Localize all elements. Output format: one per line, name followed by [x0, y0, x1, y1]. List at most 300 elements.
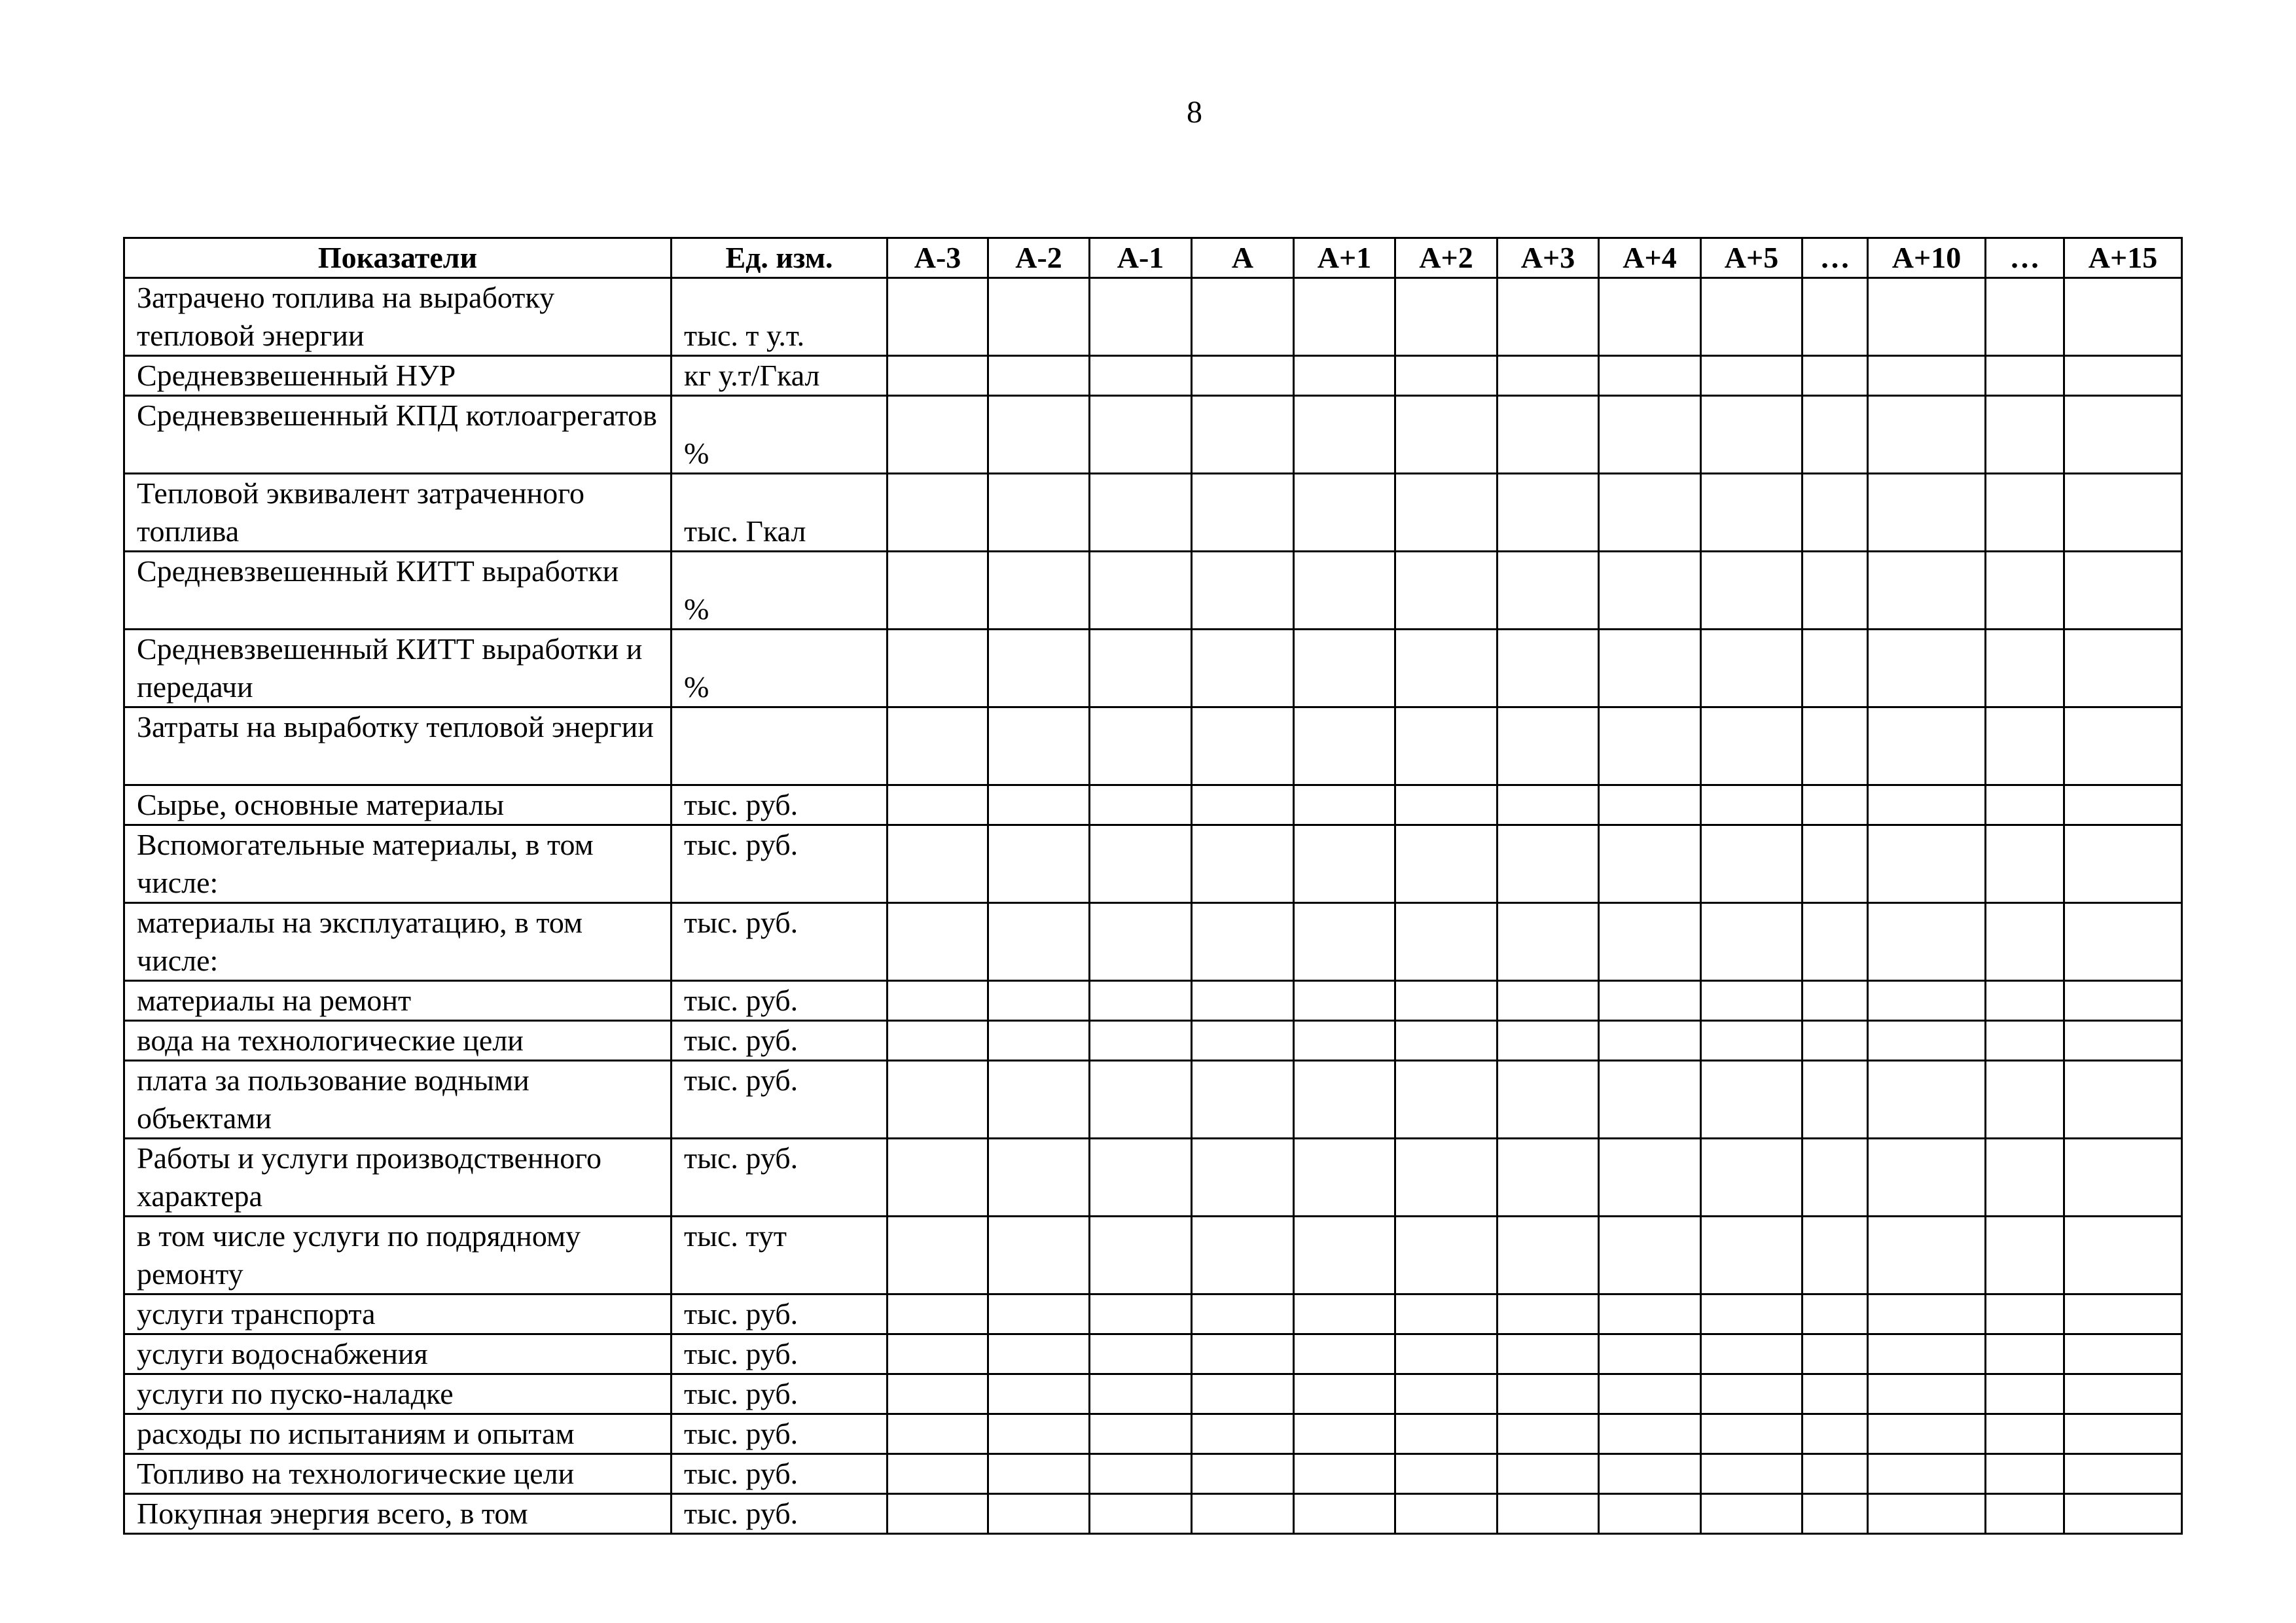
value-cell — [2064, 1334, 2182, 1374]
value-cell — [1599, 1061, 1701, 1139]
value-cell — [1599, 1139, 1701, 1217]
value-cell — [2064, 1294, 2182, 1334]
value-cell — [1599, 785, 1701, 825]
value-cell — [1090, 1217, 1192, 1294]
value-cell — [1868, 785, 1986, 825]
value-cell — [1498, 707, 1599, 785]
value-cell — [1395, 474, 1498, 552]
value-cell — [1599, 1021, 1701, 1061]
value-cell — [1599, 1414, 1701, 1454]
value-cell — [1701, 552, 1803, 630]
value-cell — [1090, 356, 1192, 396]
value-cell — [1868, 630, 1986, 707]
value-cell — [1599, 1334, 1701, 1374]
value-cell — [1599, 630, 1701, 707]
indicator-name: Средневзвешенный КИТТ выработки и передачи — [124, 630, 672, 707]
value-cell — [1986, 356, 2064, 396]
value-cell — [888, 1414, 988, 1454]
value-cell — [1498, 1334, 1599, 1374]
value-cell — [1294, 356, 1395, 396]
value-cell — [1498, 1061, 1599, 1139]
value-cell — [1701, 785, 1803, 825]
table-row — [124, 1217, 2182, 1294]
indicator-name: Топливо на технологические цели — [124, 1454, 672, 1494]
column-header: А+2 — [1395, 238, 1498, 278]
value-cell — [1294, 1334, 1395, 1374]
value-cell — [1192, 630, 1294, 707]
value-cell — [1294, 903, 1395, 981]
indicator-unit: кг у.т/Гкал — [672, 356, 888, 396]
indicator-name: Затраты на выработку тепловой энергии — [124, 707, 672, 785]
value-cell — [2064, 707, 2182, 785]
value-cell — [1986, 1061, 2064, 1139]
value-cell — [1395, 1454, 1498, 1494]
indicator-name: Средневзвешенный НУР — [124, 356, 672, 396]
value-cell — [2064, 1061, 2182, 1139]
value-cell — [1803, 981, 1868, 1021]
value-cell — [1090, 981, 1192, 1021]
value-cell — [988, 1061, 1090, 1139]
value-cell — [988, 396, 1090, 474]
value-cell — [1090, 1414, 1192, 1454]
value-cell — [1701, 1061, 1803, 1139]
value-cell — [888, 630, 988, 707]
indicator-name: услуги транспорта — [124, 1294, 672, 1334]
value-cell — [2064, 1374, 2182, 1414]
indicator-name: Средневзвешенный КИТТ выработки — [124, 552, 672, 630]
value-cell — [988, 1217, 1090, 1294]
value-cell — [888, 356, 988, 396]
value-cell — [1986, 981, 2064, 1021]
value-cell — [1701, 707, 1803, 785]
value-cell — [1986, 1294, 2064, 1334]
value-cell — [2064, 981, 2182, 1021]
value-cell — [1498, 278, 1599, 356]
value-cell — [1498, 1374, 1599, 1414]
value-cell — [1986, 1217, 2064, 1294]
value-cell — [1868, 1061, 1986, 1139]
value-cell — [1803, 903, 1868, 981]
page-number: 8 — [1187, 95, 1202, 130]
value-cell — [1090, 278, 1192, 356]
value-cell — [988, 356, 1090, 396]
value-cell — [1803, 707, 1868, 785]
column-header: Ед. изм. — [672, 238, 888, 278]
indicator-name: в том числе услуги по подрядному ремонту — [124, 1217, 672, 1294]
value-cell — [888, 1061, 988, 1139]
value-cell — [1498, 1217, 1599, 1294]
value-cell — [1868, 1454, 1986, 1494]
table-row — [124, 707, 2182, 785]
value-cell — [1803, 825, 1868, 903]
value-cell — [1986, 396, 2064, 474]
value-cell — [1192, 785, 1294, 825]
value-cell — [2064, 396, 2182, 474]
value-cell — [1192, 1374, 1294, 1414]
table-row — [124, 903, 2182, 981]
value-cell — [1090, 1454, 1192, 1494]
value-cell — [1498, 785, 1599, 825]
value-cell — [888, 981, 988, 1021]
value-cell — [1701, 825, 1803, 903]
value-cell — [2064, 356, 2182, 396]
value-cell — [988, 981, 1090, 1021]
indicator-unit: тыс. т у.т. — [672, 278, 888, 356]
value-cell — [1701, 396, 1803, 474]
value-cell — [1090, 1494, 1192, 1534]
value-cell — [1090, 1374, 1192, 1414]
value-cell — [888, 1294, 988, 1334]
value-cell — [1986, 707, 2064, 785]
value-cell — [1192, 1139, 1294, 1217]
value-cell — [1701, 1374, 1803, 1414]
value-cell — [1599, 396, 1701, 474]
value-cell — [1803, 356, 1868, 396]
table-row — [124, 630, 2182, 707]
column-header: А+5 — [1701, 238, 1803, 278]
value-cell — [888, 278, 988, 356]
value-cell — [988, 1294, 1090, 1334]
value-cell — [2064, 1454, 2182, 1494]
value-cell — [1090, 825, 1192, 903]
value-cell — [1701, 1494, 1803, 1534]
value-cell — [988, 1414, 1090, 1454]
indicator-name: Покупная энергия всего, в том — [124, 1494, 672, 1534]
value-cell — [1498, 825, 1599, 903]
column-header: А+15 — [2064, 238, 2182, 278]
value-cell — [1701, 1414, 1803, 1454]
value-cell — [888, 903, 988, 981]
value-cell — [1803, 1454, 1868, 1494]
column-header: А-2 — [988, 238, 1090, 278]
table-header-row — [124, 238, 2182, 278]
value-cell — [1599, 903, 1701, 981]
value-cell — [988, 785, 1090, 825]
value-cell — [888, 825, 988, 903]
value-cell — [888, 1494, 988, 1534]
column-header: А+10 — [1868, 238, 1986, 278]
indicator-unit: тыс. руб. — [672, 1294, 888, 1334]
value-cell — [1498, 630, 1599, 707]
column-header: А+3 — [1498, 238, 1599, 278]
table-row — [124, 981, 2182, 1021]
value-cell — [2064, 1217, 2182, 1294]
value-cell — [2064, 278, 2182, 356]
value-cell — [1868, 1217, 1986, 1294]
value-cell — [1498, 1021, 1599, 1061]
value-cell — [1868, 356, 1986, 396]
value-cell — [1294, 1294, 1395, 1334]
value-cell — [1599, 1374, 1701, 1414]
value-cell — [1395, 1374, 1498, 1414]
value-cell — [1803, 474, 1868, 552]
indicator-unit: тыс. Гкал — [672, 474, 888, 552]
value-cell — [1803, 1374, 1868, 1414]
value-cell — [1803, 630, 1868, 707]
table-row — [124, 785, 2182, 825]
value-cell — [1986, 552, 2064, 630]
value-cell — [1090, 474, 1192, 552]
value-cell — [1986, 278, 2064, 356]
table-row — [124, 1061, 2182, 1139]
value-cell — [1868, 1374, 1986, 1414]
value-cell — [1701, 981, 1803, 1021]
value-cell — [1868, 903, 1986, 981]
value-cell — [1868, 825, 1986, 903]
value-cell — [988, 474, 1090, 552]
value-cell — [1803, 552, 1868, 630]
value-cell — [1803, 1294, 1868, 1334]
table-row — [124, 1139, 2182, 1217]
value-cell — [1395, 1334, 1498, 1374]
value-cell — [1803, 1334, 1868, 1374]
value-cell — [1395, 1139, 1498, 1217]
indicator-name: Работы и услуги производственного характера — [124, 1139, 672, 1217]
indicator-unit: тыс. руб. — [672, 1061, 888, 1139]
indicator-unit: тыс. руб. — [672, 785, 888, 825]
value-cell — [1192, 903, 1294, 981]
column-header: … — [1803, 238, 1868, 278]
value-cell — [1192, 278, 1294, 356]
value-cell — [888, 1374, 988, 1414]
value-cell — [888, 1021, 988, 1061]
value-cell — [1294, 1061, 1395, 1139]
value-cell — [1803, 278, 1868, 356]
indicator-unit — [672, 707, 888, 785]
value-cell — [988, 1334, 1090, 1374]
value-cell — [1395, 1494, 1498, 1534]
value-cell — [1599, 981, 1701, 1021]
value-cell — [1192, 1414, 1294, 1454]
indicator-name: Вспомогательные материалы, в том числе: — [124, 825, 672, 903]
value-cell — [1701, 630, 1803, 707]
value-cell — [988, 1454, 1090, 1494]
value-cell — [1294, 1021, 1395, 1061]
indicator-name: вода на технологические цели — [124, 1021, 672, 1061]
value-cell — [1395, 356, 1498, 396]
value-cell — [1599, 1294, 1701, 1334]
value-cell — [1294, 1414, 1395, 1454]
value-cell — [1395, 1294, 1498, 1334]
value-cell — [2064, 903, 2182, 981]
value-cell — [1803, 1139, 1868, 1217]
table-row — [124, 278, 2182, 356]
value-cell — [1395, 903, 1498, 981]
value-cell — [888, 1139, 988, 1217]
value-cell — [1294, 396, 1395, 474]
value-cell — [1701, 903, 1803, 981]
value-cell — [988, 707, 1090, 785]
value-cell — [888, 1454, 988, 1494]
value-cell — [988, 1021, 1090, 1061]
value-cell — [988, 903, 1090, 981]
indicator-unit: % — [672, 552, 888, 630]
value-cell — [1294, 474, 1395, 552]
value-cell — [988, 552, 1090, 630]
value-cell — [1986, 1494, 2064, 1534]
value-cell — [1090, 707, 1192, 785]
value-cell — [1395, 396, 1498, 474]
table-row — [124, 1334, 2182, 1374]
value-cell — [1599, 356, 1701, 396]
value-cell — [888, 552, 988, 630]
value-cell — [1868, 1139, 1986, 1217]
value-cell — [1701, 474, 1803, 552]
indicator-name: материалы на ремонт — [124, 981, 672, 1021]
value-cell — [1803, 1414, 1868, 1454]
value-cell — [1395, 981, 1498, 1021]
value-cell — [1599, 1217, 1701, 1294]
value-cell — [1701, 1217, 1803, 1294]
value-cell — [1498, 552, 1599, 630]
value-cell — [1701, 1021, 1803, 1061]
value-cell — [1294, 1494, 1395, 1534]
value-cell — [1395, 552, 1498, 630]
value-cell — [1294, 1217, 1395, 1294]
value-cell — [888, 707, 988, 785]
value-cell — [1868, 981, 1986, 1021]
value-cell — [1090, 1021, 1192, 1061]
value-cell — [1986, 903, 2064, 981]
value-cell — [1986, 825, 2064, 903]
column-header: А+4 — [1599, 238, 1701, 278]
value-cell — [1294, 552, 1395, 630]
value-cell — [1294, 630, 1395, 707]
value-cell — [1294, 785, 1395, 825]
column-header: А+1 — [1294, 238, 1395, 278]
value-cell — [1868, 396, 1986, 474]
value-cell — [1090, 396, 1192, 474]
value-cell — [1395, 1217, 1498, 1294]
value-cell — [1192, 825, 1294, 903]
value-cell — [1986, 1139, 2064, 1217]
value-cell — [1294, 1139, 1395, 1217]
value-cell — [1599, 474, 1701, 552]
value-cell — [1701, 1334, 1803, 1374]
value-cell — [1395, 1021, 1498, 1061]
value-cell — [1986, 1454, 2064, 1494]
column-header: А-1 — [1090, 238, 1192, 278]
table-row — [124, 396, 2182, 474]
indicator-unit: тыс. руб. — [672, 1021, 888, 1061]
value-cell — [1192, 1294, 1294, 1334]
value-cell — [1192, 1334, 1294, 1374]
value-cell — [1701, 1139, 1803, 1217]
value-cell — [1599, 278, 1701, 356]
indicator-unit: % — [672, 630, 888, 707]
column-header: А — [1192, 238, 1294, 278]
value-cell — [1192, 1217, 1294, 1294]
value-cell — [1599, 1494, 1701, 1534]
value-cell — [1868, 1494, 1986, 1534]
column-header: … — [1986, 238, 2064, 278]
value-cell — [888, 1217, 988, 1294]
value-cell — [1868, 474, 1986, 552]
value-cell — [1192, 356, 1294, 396]
value-cell — [1395, 1414, 1498, 1454]
value-cell — [1294, 981, 1395, 1021]
indicator-unit: тыс. руб. — [672, 825, 888, 903]
value-cell — [2064, 1021, 2182, 1061]
table-row — [124, 356, 2182, 396]
value-cell — [1192, 474, 1294, 552]
value-cell — [1868, 707, 1986, 785]
value-cell — [988, 630, 1090, 707]
value-cell — [1803, 1494, 1868, 1534]
value-cell — [1498, 474, 1599, 552]
indicator-unit: тыс. руб. — [672, 1334, 888, 1374]
value-cell — [1090, 1139, 1192, 1217]
indicator-name: расходы по испытаниям и опытам — [124, 1414, 672, 1454]
indicators-table — [123, 237, 2183, 1535]
value-cell — [1498, 1414, 1599, 1454]
value-cell — [1701, 1294, 1803, 1334]
value-cell — [1192, 1021, 1294, 1061]
table-row — [124, 825, 2182, 903]
value-cell — [1986, 1414, 2064, 1454]
value-cell — [988, 1494, 1090, 1534]
value-cell — [2064, 785, 2182, 825]
value-cell — [1803, 1217, 1868, 1294]
indicator-name: услуги по пуско-наладке — [124, 1374, 672, 1414]
value-cell — [1395, 278, 1498, 356]
value-cell — [2064, 1494, 2182, 1534]
value-cell — [1701, 278, 1803, 356]
value-cell — [1395, 630, 1498, 707]
value-cell — [1803, 785, 1868, 825]
value-cell — [1701, 1454, 1803, 1494]
indicator-unit: тыс. руб. — [672, 1414, 888, 1454]
table-row — [124, 1294, 2182, 1334]
indicator-unit: тыс. руб. — [672, 981, 888, 1021]
table-row — [124, 474, 2182, 552]
value-cell — [1192, 1454, 1294, 1494]
value-cell — [1803, 1021, 1868, 1061]
value-cell — [1986, 1021, 2064, 1061]
indicator-unit: тыс. руб. — [672, 1494, 888, 1534]
value-cell — [1192, 707, 1294, 785]
table-row — [124, 1494, 2182, 1534]
value-cell — [1498, 903, 1599, 981]
value-cell — [1986, 785, 2064, 825]
value-cell — [1090, 1061, 1192, 1139]
value-cell — [988, 1374, 1090, 1414]
value-cell — [888, 396, 988, 474]
value-cell — [988, 1139, 1090, 1217]
indicator-unit: % — [672, 396, 888, 474]
value-cell — [1090, 785, 1192, 825]
value-cell — [1868, 552, 1986, 630]
table-row — [124, 552, 2182, 630]
value-cell — [1868, 1334, 1986, 1374]
value-cell — [1192, 1494, 1294, 1534]
value-cell — [1294, 825, 1395, 903]
value-cell — [1192, 396, 1294, 474]
value-cell — [988, 278, 1090, 356]
table-row — [124, 1414, 2182, 1454]
indicator-name: материалы на эксплуатацию, в том числе: — [124, 903, 672, 981]
indicator-unit: тыс. руб. — [672, 1374, 888, 1414]
value-cell — [1498, 1454, 1599, 1494]
indicator-unit: тыс. руб. — [672, 903, 888, 981]
value-cell — [1294, 278, 1395, 356]
value-cell — [1192, 981, 1294, 1021]
value-cell — [1868, 1021, 1986, 1061]
value-cell — [1599, 707, 1701, 785]
indicator-name: Затрачено топлива на выработку тепловой энергии — [124, 278, 672, 356]
value-cell — [1192, 1061, 1294, 1139]
indicator-name: услуги водоснабжения — [124, 1334, 672, 1374]
